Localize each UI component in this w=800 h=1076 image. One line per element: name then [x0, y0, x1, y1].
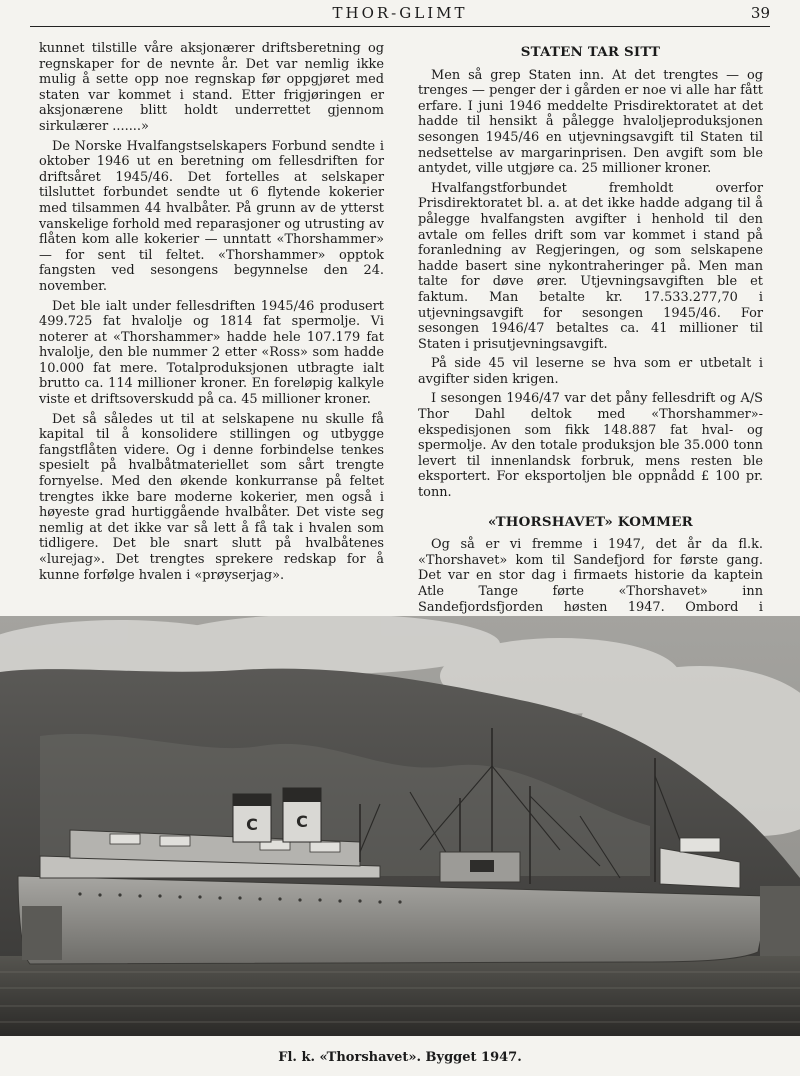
- running-title: THOR-GLIMT: [332, 4, 468, 22]
- paragraph: Og så er vi fremme i 1947, det år da fl.k. «Thorshavet» kom til Sandefjord for første gang. Det var en stor dag i firmaets historie da kaptein Atle Tange førte «Thorshavet» inn Sandefjordsfjorden høsten 1947. Ombord i: [418, 537, 763, 615]
- paragraph: På side 45 vil leserne se hva som er utbetalt i avgifter siden krigen.: [418, 356, 763, 387]
- funnel-mark: C: [296, 812, 308, 831]
- paragraph: Men så grep Staten inn. At det trengtes — og trenges — penger der i gården er noe vi alle har fått erfare. I juni 1946 meddelte Prisdirektoratet at det hadde til hensikt å pålegge hvaloljeproduksjonen sesongen 1945/46 en utjevningsavgift til Staten til nedsettelse av margarinprisen. Den avgift som ble antydet, ville utgjøre ca. 25 millioner kroner.: [418, 67, 763, 177]
- page-header: [30, 0, 770, 27]
- funnel-mark: C: [246, 815, 258, 834]
- paragraph: Det så således ut til at selskapene nu skulle få kapital til å konsolidere stillingen og utbygge fangstflåten videre. Og i denne forbindelse tenkes spesielt på hvalbåtmateriellet som sårt trengte fornyelse. Med den økende konkurranse på feltet trengtes ikke bare moderne kokerier, men også i høyeste grad hurtiggående hvalbåter. Det viste seg nemlig at det ikke var så lett å få tak i hvalen som tidligere. Det ble snart slutt på hvalbåtenes «lurejag». Det trengtes sprekere redskap for å kunne forfølge hvalen i «prøyserjag».: [39, 411, 384, 583]
- left-column: [39, 41, 384, 587]
- photo-caption: Fl. k. «Thorshavet». Bygget 1947.: [278, 1050, 522, 1065]
- section-heading-thorshavet-kommer: «THORSHAVET» KOMMER: [488, 513, 693, 530]
- paragraph: kunnet tilstille våre aksjonærer driftsberetning og regnskaper for de nevnte år. Det var nemlig ikke mulig å sette opp noe regnskap før oppgjøret med staten var kommet i stand. Etter frigjøringen er aksjonærene blitt holdt underrettet gjennom sirkulærer .......»: [39, 41, 384, 134]
- right-column: [418, 41, 763, 635]
- water: [0, 956, 800, 1036]
- paragraph: I sesongen 1946/47 var det påny fellesdrift og A/S Thor Dahl deltok med «Thorshammer»-ekspedisjonen som fikk 148.887 fat hval- og spermolje. Av den totale produksjon ble 35.000 tonn levert til innenlandsk forbruk, mens resten ble eksportert. For eksportoljen ble oppnådd £ 100 pr. tonn.: [418, 391, 763, 501]
- paragraph: Det ble ialt under fellesdriften 1945/46 produsert 499.725 fat hvalolje og 1814 fat spermolje. Vi noterer at «Thorshammer» hadde hele 107.179 fat hvalolje, den ble nummer 2 etter «Ross» som hadde 10.000 fat mere. Totalproduksjonen utbragte ialt brutto ca. 114 millioner kroner. En foreløpig kalkyle viste et driftsoverskudd på ca. 45 millioner kroner.: [39, 298, 384, 408]
- paragraph: De Norske Hvalfangstselskapers Forbund sendte i oktober 1946 ut en beretning om fellesdriften for driftsåret 1945/46. Det fortelles at selskaper tilsluttet forbundet sendte ut 6 flytende kokerier med tilsammen 44 hvalbåter. På grunn av de ytterst vanskelige forhold med reparasjoner og utrusting av flåten kom alle kokerier — unntatt «Thorshammer» — for sent til feltet. «Thorshammer» opptok fangsten ved sesongens begynnelse den 24. november.: [39, 138, 384, 294]
- page-number: 39: [750, 4, 770, 22]
- paragraph: Hvalfangstforbundet fremholdt overfor Prisdirektoratet bl. a. at det ikke hadde adgang til å pålegge hvalfangsten avgifter i henhold til den avtale om felles drift som var kommet i stand på foranledning av Regjeringen, og som selskapene hadde basert sine nykontraheringer på. Men man talte for døve ører. Utjevningsavgiften ble et faktum. Man betalte kr. 17.533.277,70 i utjevningsavgift for sesongen 1945/46. For sesongen 1946/47 betaltes ca. 41 millioner til Staten i prisutjevningsavgift.: [418, 180, 763, 352]
- ship-photograph: [0, 616, 800, 1036]
- section-heading-staten-tar-sitt: STATEN TAR SITT: [520, 44, 661, 60]
